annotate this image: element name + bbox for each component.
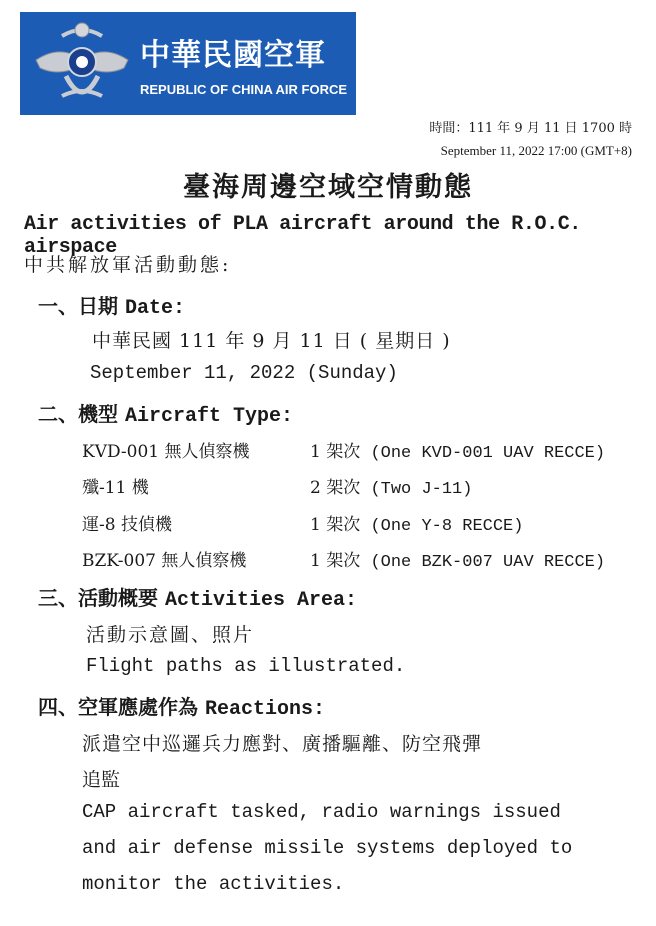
logo-chinese-name: 中華民國空軍 xyxy=(140,38,326,73)
section-reactions-heading xyxy=(38,691,325,721)
activities-line-chinese: 活動示意圖、照片 xyxy=(86,624,255,646)
section-aircraft-heading xyxy=(38,398,293,428)
aircraft-row xyxy=(82,510,523,536)
logo-english-name: REPUBLIC OF CHINA AIR FORCE xyxy=(140,82,348,97)
aircraft-count-en: (One Y-8 RECCE) xyxy=(370,517,524,536)
intro-line: 中共解放軍活動動態: xyxy=(24,254,232,276)
aircraft-type: 殲-11 機 xyxy=(82,478,149,498)
page-subtitle: Air activities of PLA aircraft around the R.O.C. airspace xyxy=(24,213,581,259)
section-date-heading-en: Date: xyxy=(124,297,185,320)
timestamp-english: September 11, 2022 17:00 (GMT+8) xyxy=(440,143,632,158)
section-aircraft-heading-en: Aircraft Type: xyxy=(124,405,293,428)
aircraft-row xyxy=(82,437,605,463)
section-reactions-heading-cn: 四、空軍應處作為 xyxy=(38,695,198,719)
section-reactions-heading-en: Reactions: xyxy=(204,698,325,721)
section-activities-heading-cn: 三、活動概要 xyxy=(38,586,158,610)
aircraft-count-en: (Two J-11) xyxy=(370,480,473,499)
section-activities-heading xyxy=(38,582,357,612)
section-date-heading xyxy=(38,290,185,320)
roc-air-force-logo xyxy=(20,12,356,115)
date-line-english: September 11, 2022 (Sunday) xyxy=(90,362,398,384)
aircraft-count-cn: 1 架次 xyxy=(310,515,361,535)
air-force-emblem-icon xyxy=(32,16,132,112)
date-line-chinese: 中華民國 111 年 9 月 11 日 ( 星期日 ) xyxy=(92,330,451,352)
reactions-line-english-3: monitor the activities. xyxy=(82,873,345,895)
section-date-heading-cn: 一、日期 xyxy=(38,294,118,318)
reactions-line-english-1: CAP aircraft tasked, radio warnings issued xyxy=(82,801,561,823)
activities-line-english: Flight paths as illustrated. xyxy=(86,655,406,677)
section-aircraft-heading-cn: 二、機型 xyxy=(38,402,118,426)
aircraft-count-cn: 1 架次 xyxy=(310,551,361,571)
reactions-line-english-2: and air defense missile systems deployed to xyxy=(82,837,573,859)
section-activities-heading-en: Activities Area: xyxy=(164,589,357,612)
page-title: 臺海周邊空域空情動態 xyxy=(183,172,473,203)
aircraft-type: BZK-007 無人偵察機 xyxy=(82,551,247,571)
aircraft-row xyxy=(82,546,605,572)
aircraft-count-en: (One BZK-007 UAV RECCE) xyxy=(370,553,606,572)
reactions-line-chinese-2: 追監 xyxy=(82,769,121,791)
aircraft-type: KVD-001 無人偵察機 xyxy=(82,442,250,462)
aircraft-count-cn: 1 架次 xyxy=(310,442,361,462)
reactions-line-chinese-1: 派遣空中巡邏兵力應對、廣播驅離、防空飛彈 xyxy=(82,733,483,755)
aircraft-count-cn: 2 架次 xyxy=(310,478,361,498)
release-timestamp xyxy=(429,118,632,162)
aircraft-count-en: (One KVD-001 UAV RECCE) xyxy=(370,444,606,463)
aircraft-row xyxy=(82,473,472,499)
timestamp-chinese: 時間：111 年 9 月 11 日 1700 時 xyxy=(429,121,632,136)
aircraft-type: 運-8 技偵機 xyxy=(82,515,172,535)
